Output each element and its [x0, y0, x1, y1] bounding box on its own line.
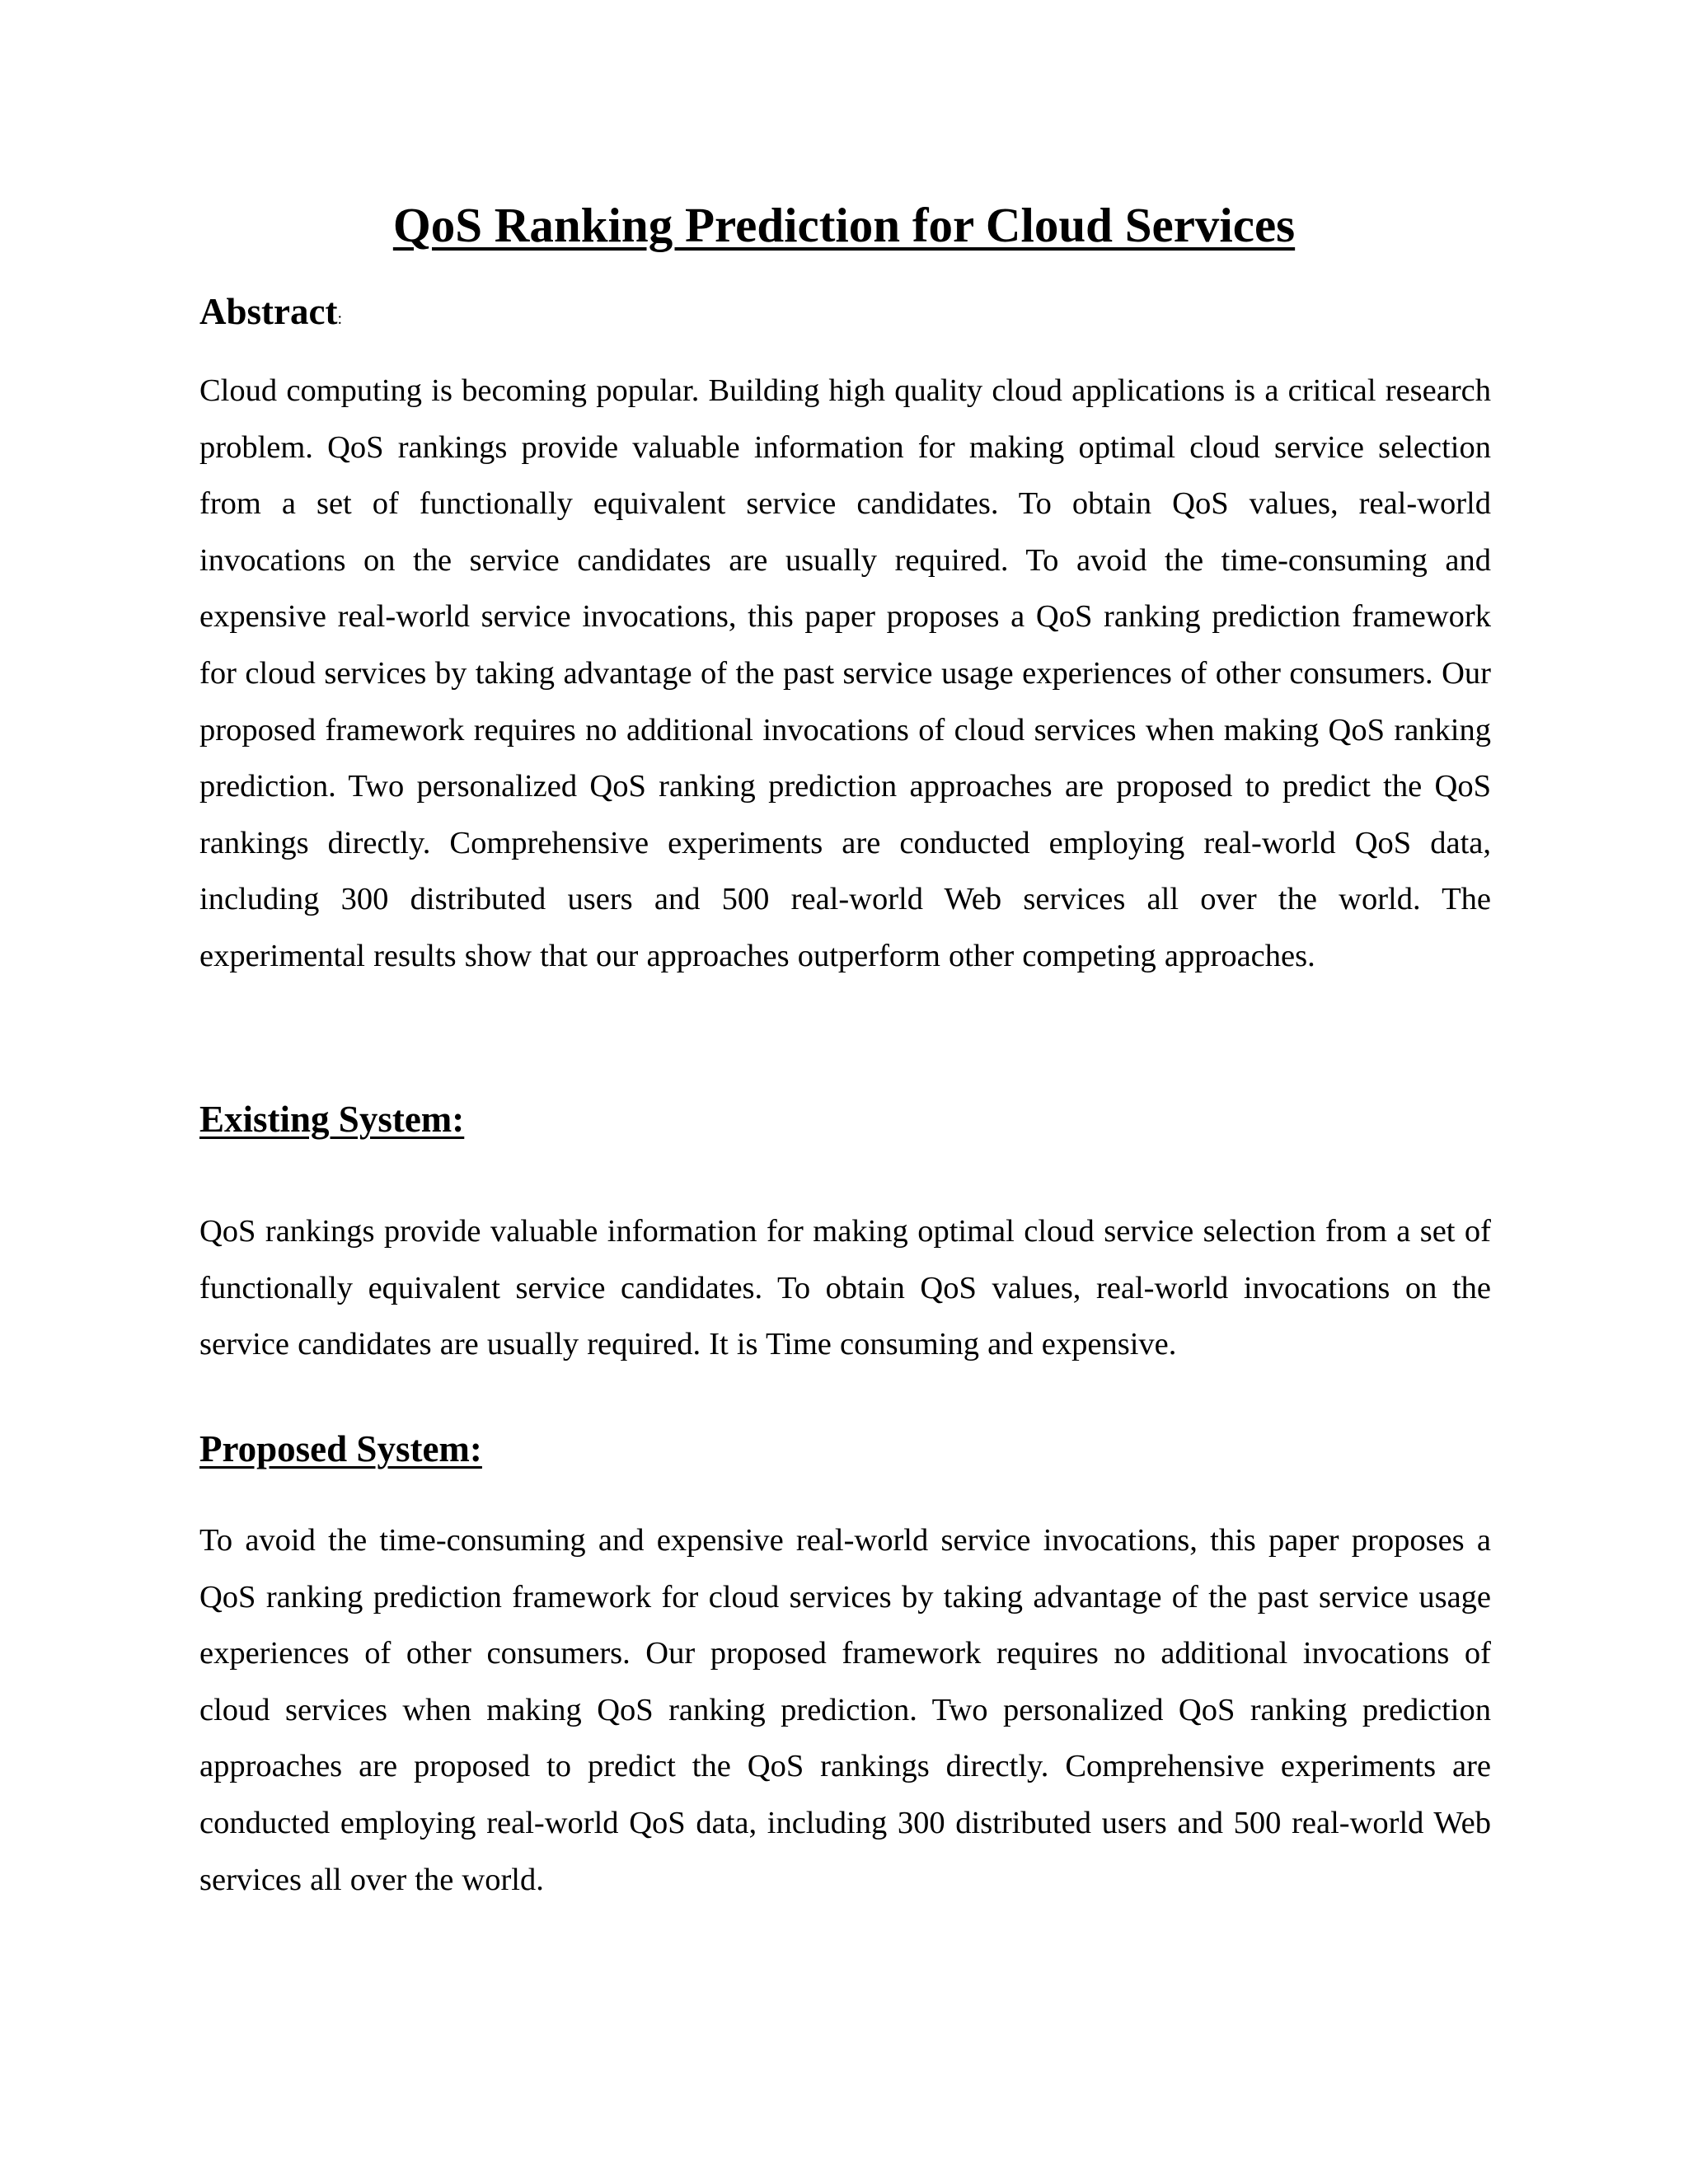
- abstract-heading-colon: :: [337, 310, 343, 328]
- abstract-paragraph: Cloud computing is becoming popular. Building high quality cloud applications is a critical research problem. QoS rankings provide valuable information for making optimal cloud service selection from a set of functionally equivalent service candidates. To obtain QoS values, real-world invocations on the service candidates are usually required. To avoid the time-consuming and expensive real-world service invocations, this paper proposes a QoS ranking prediction framework for cloud services by taking advantage of the past service usage experiences of other consumers. Our proposed framework requires no additional invocations of cloud services when making QoS ranking prediction. Two personalized QoS ranking prediction approaches are proposed to predict the QoS rankings directly. Comprehensive experiments are conducted employing real-world QoS data, including 300 distributed users and 500 real-world Web services all over the world. The experimental results show that our approaches outperform other competing approaches.: [199, 373, 1491, 973]
- existing-system-heading: Existing System:: [199, 1099, 465, 1140]
- abstract-heading-label: Abstract: [199, 291, 338, 332]
- proposed-system-heading: Proposed System:: [199, 1428, 482, 1469]
- proposed-system-paragraph: To avoid the time-consuming and expensive real-world service invocations, this paper proposes a QoS ranking prediction framework for cloud services by taking advantage of the past service usage experiences of other consumers. Our proposed framework requires no additional invocations of cloud services when making QoS ranking prediction. Two personalized QoS ranking prediction approaches are proposed to predict the QoS rankings directly. Comprehensive experiments are conducted employing real-world QoS data, including 300 distributed users and 500 real-world Web services all over the world.: [199, 1523, 1491, 1897]
- page-title: QoS Ranking Prediction for Cloud Services: [392, 198, 1296, 252]
- existing-system-paragraph: QoS rankings provide valuable information for making optimal cloud service selection from a set of functionally equivalent service candidates. To obtain QoS values, real-world invocations on the service candidates are usually required. It is Time consuming and expensive.: [199, 1214, 1491, 1362]
- abstract-heading: [199, 288, 342, 342]
